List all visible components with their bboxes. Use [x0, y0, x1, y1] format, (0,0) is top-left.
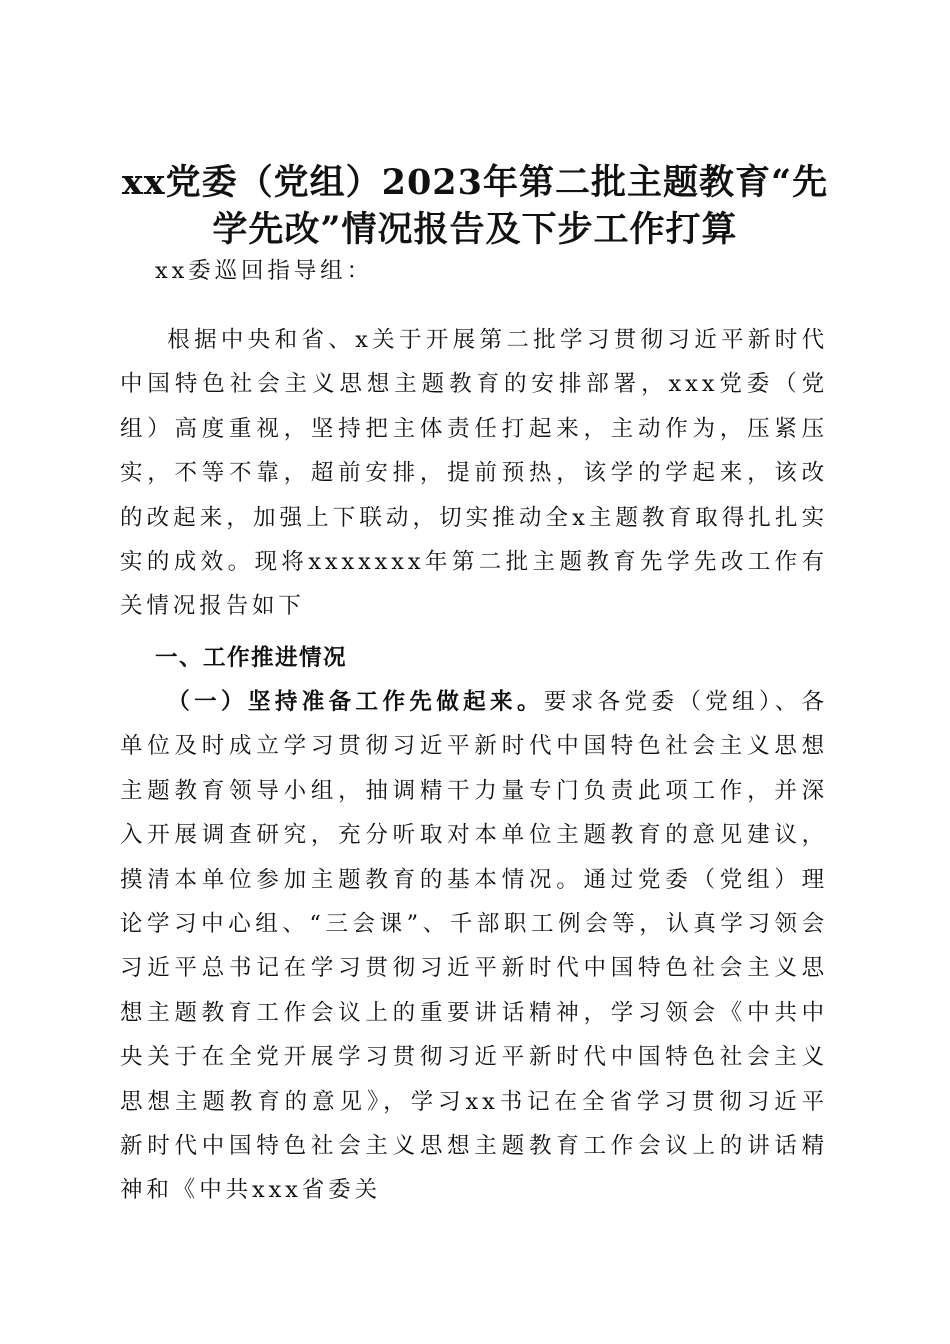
document-title [100, 159, 850, 253]
subsection-paragraph [120, 680, 828, 1213]
subsection-heading: （一）坚持准备工作先做起来。 [167, 689, 544, 715]
salutation: xx委巡回指导组： [155, 258, 373, 284]
section-heading: 一、工作推进情况 [155, 645, 348, 671]
title-line-2: 学先改”情况报告及下步工作打算 [212, 209, 738, 251]
subsection-block [120, 680, 828, 1213]
subsection-body: 要求各党委（党组）、各单位及时成立学习贯彻习近平新时代中国特色社会主义思想主题教育领导小组，抽调精干力量专门负责此项工作，并深入开展调查研究，充分听取对本单位主题教育的意见建议，摸清本单位参加主题教育的基本情况。通过党委（党组）理论学习中心组、“三会课”、千部职工例会等，认真学习领会习近平总书记在学习贯彻习近平新时代中国特色社会主义思想主题教育工作会议上的重要讲话精神，学习领会《中共中央关于在全党开展学习贯彻习近平新时代中国特色社会主义思想主题教育的意见》，学习xx书记在全省学习贯彻习近平新时代中国特色社会主义思想主题教育工作会议上的讲话精神和《中共xxx省委关 [120, 689, 828, 1204]
title-line-1: xx党委（党组）2023年第二批主题教育“先 [121, 162, 829, 204]
intro-block [120, 318, 828, 629]
intro-paragraph: 根据中央和省、x关于开展第二批学习贯彻习近平新时代中国特色社会主义思想主题教育的安排部署，xxx党委（党组）高度重视，坚持把主体责任打起来，主动作为，压紧压实，不等不靠，超前安排，提前预热，该学的学起来，该改的改起来，加强上下联动，切实推动全x主题教育取得扎扎实实的成效。现将xxxxxxx年第二批主题教育先学先改工作有关情况报告如下 [120, 327, 828, 620]
